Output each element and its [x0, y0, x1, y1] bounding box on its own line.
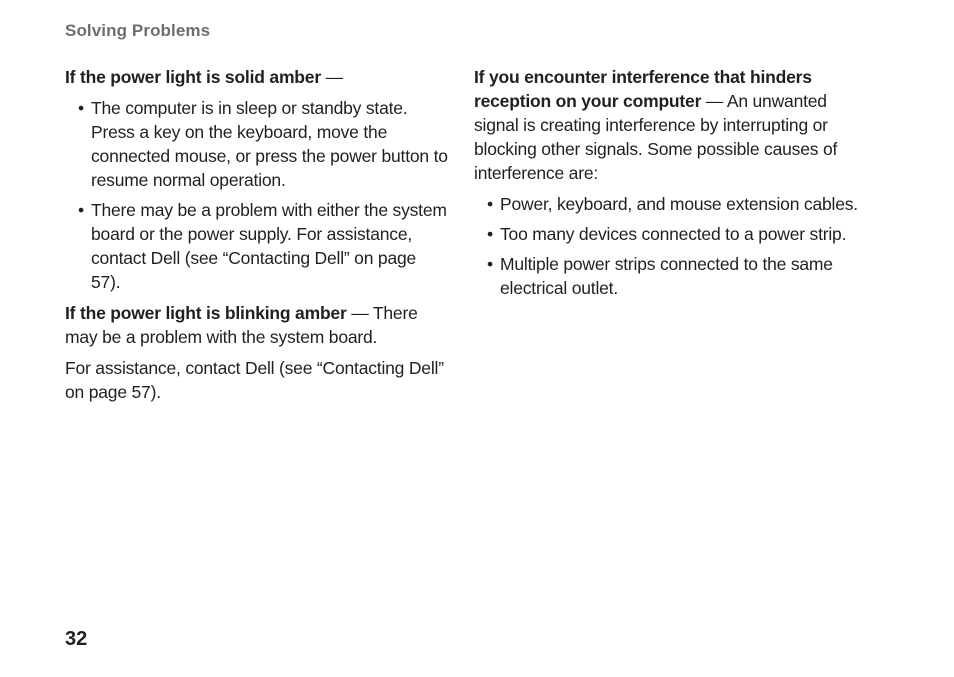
bullet-icon: •	[487, 254, 493, 274]
solid-amber-bullet-list	[65, 96, 450, 294]
bullet-text: There may be a problem with either the system board or the power supply. For assistance, contact Dell (see “Contacting Dell” on page 57).	[91, 200, 447, 292]
left-column	[65, 65, 450, 411]
bullet-icon: •	[78, 200, 84, 220]
right-column	[474, 65, 869, 307]
section-header: Solving Problems	[65, 21, 211, 40]
bullet-text: Too many devices connected to a power strip.	[500, 224, 847, 244]
blinking-amber-text: — There may be a problem with the system board.	[65, 303, 418, 347]
list-item	[474, 192, 869, 216]
page-number: 32	[65, 628, 88, 650]
bullet-icon: •	[487, 194, 493, 214]
bullet-icon: •	[78, 98, 84, 118]
list-item	[474, 252, 869, 300]
bullet-icon: •	[487, 224, 493, 244]
assistance-paragraph: For assistance, contact Dell (see “Contacting Dell” on page 57).	[65, 358, 444, 402]
interference-text: — An unwanted signal is creating interference by interrupting or blocking other signals. Some possible causes of interference are:	[474, 91, 838, 183]
interference-paragraph	[474, 65, 869, 185]
interference-bullet-list	[474, 192, 869, 300]
bullet-text: Power, keyboard, and mouse extension cables.	[500, 194, 858, 214]
bullet-text: The computer is in sleep or standby state. Press a key on the keyboard, move the connected mouse, or press the power button to resume normal operation.	[91, 98, 448, 190]
blinking-amber-heading: If the power light is blinking amber	[65, 303, 347, 323]
interference-heading: If you encounter interference that hinders reception on your computer	[474, 67, 812, 111]
bullet-text: Multiple power strips connected to the same electrical outlet.	[500, 254, 833, 298]
solid-amber-heading-paragraph	[65, 65, 450, 89]
list-item	[65, 96, 450, 192]
solid-amber-heading: If the power light is solid amber	[65, 67, 321, 87]
blinking-amber-paragraph	[65, 301, 450, 349]
list-item	[474, 222, 869, 246]
solid-amber-dash: —	[320, 67, 343, 87]
list-item	[65, 198, 450, 294]
